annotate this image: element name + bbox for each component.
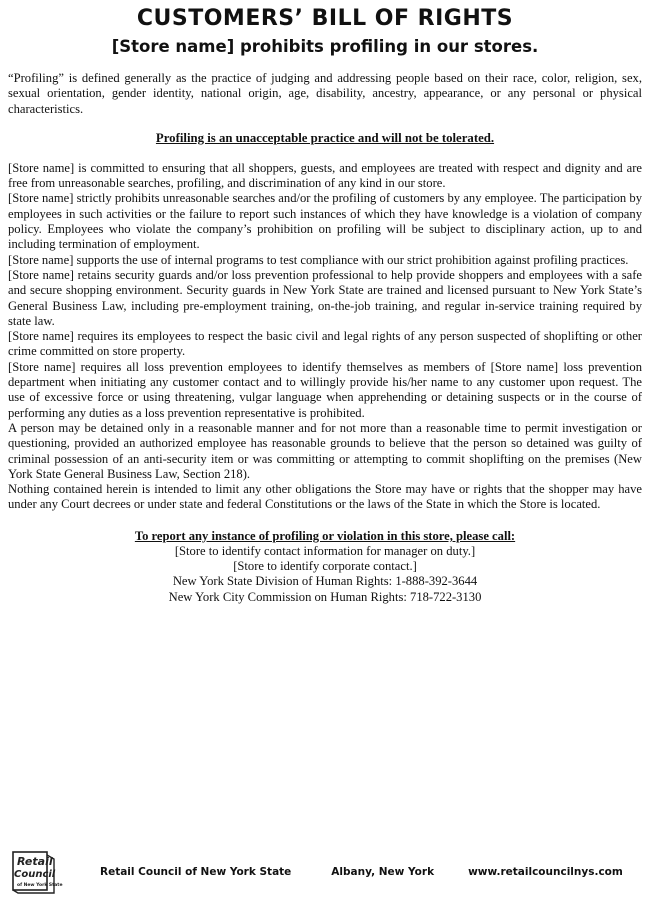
nyc-human-rights-contact: New York City Commission on Human Rights: 718-722-3130 <box>168 589 482 604</box>
svg-text:Council: Council <box>14 869 56 880</box>
paragraph-prohibition: [Store name] strictly prohibits unreasonable searches and/or the profiling of customers by any employee. The participation by employees in such activities or the failure to report such instances of which they have knowledge is a violation of company policy. Employees who violate the company’s prohibition on profiling will be subject to disciplinary action, up to and including termination of employment. <box>8 191 642 252</box>
corporate-contact: [Store to identify corporate contact.] <box>233 559 417 574</box>
nys-human-rights-contact: New York State Division of Human Rights: 1-888-392-3644 <box>172 574 478 589</box>
contact-block <box>8 529 642 605</box>
manager-contact: [Store to identify contact information for manager on duty.] <box>174 543 476 558</box>
paragraph-identification: [Store name] requires all loss prevention employees to identify themselves as members of [Store name] loss prevention department when initiating any customer contact and to willingly provide his/her name to any customer upon request. The use of excessive force or using threatening, vulgar language when apprehending or detaining suspects or in the course of performing any duties as a loss prevention representative is prohibited. <box>8 359 642 420</box>
footer-city: Albany, New York <box>331 866 435 878</box>
svg-text:of New York State: of New York State <box>17 883 63 888</box>
report-heading: To report any instance of profiling or violation in this store, please call: <box>134 528 516 543</box>
footer-website-link[interactable]: www.retailcouncilnys.com <box>468 866 623 878</box>
paragraph-security-guards: [Store name] retains security guards and/or loss prevention professional to help provide shoppers and employees with a safe and secure shopping environment. Security guards in New York State are trained and licensed pursuant to New York State’s General Business Law, including pre-employment training, on-the-job training, and regular in-service training required by state law. <box>8 267 642 328</box>
policy-statement: Profiling is an unacceptable practice and will not be tolerated. <box>155 130 495 145</box>
svg-text:Retail: Retail <box>17 855 53 868</box>
paragraph-compliance: [Store name] supports the use of internal programs to test compliance with our strict prohibition against profiling practices. <box>8 252 629 267</box>
paragraph-limitations: Nothing contained herein is intended to limit any other obligations the Store may have or rights that the shopper may have under any Court decrees or under state and federal Constitutions or the laws of the State in which the Store is located. <box>8 482 642 512</box>
document-title: CUSTOMERS’ BILL OF RIGHTS <box>136 6 514 31</box>
paragraph-detention: A person may be detained only in a reasonable manner and for not more than a reasonable time to permit investigation or questioning, provided an authorized employee has reasonable grounds to believe that the person so detained was guilty of criminal possession of an anti-security item or was committing or attempting to commit shoplifting on the premises (New York State General Business Law, Section 218). <box>8 420 642 481</box>
footer-organization: Retail Council of New York State <box>100 866 292 878</box>
paragraph-commitment: [Store name] is committed to ensuring that all shoppers, guests, and employees are treated with respect and dignity and are free from unreasonable searches, profiling, and discrimination of any kind in our store. <box>8 160 642 191</box>
footer <box>10 849 630 895</box>
document-page <box>0 6 650 903</box>
paragraph-civil-rights: [Store name] requires its employees to respect the basic civil and legal rights of any person suspected of shoplifting or other crime committed on store property. <box>8 329 642 359</box>
document-subtitle: [Store name] prohibits profiling in our stores. <box>111 37 539 56</box>
retail-council-logo <box>10 849 64 895</box>
profiling-definition: “Profiling” is defined generally as the practice of judging and addressing people based on their race, color, religion, sex, sexual orientation, gender identity, national origin, age, disability, ancestry, appearance, or any personal or physical characteristics. <box>8 71 642 116</box>
